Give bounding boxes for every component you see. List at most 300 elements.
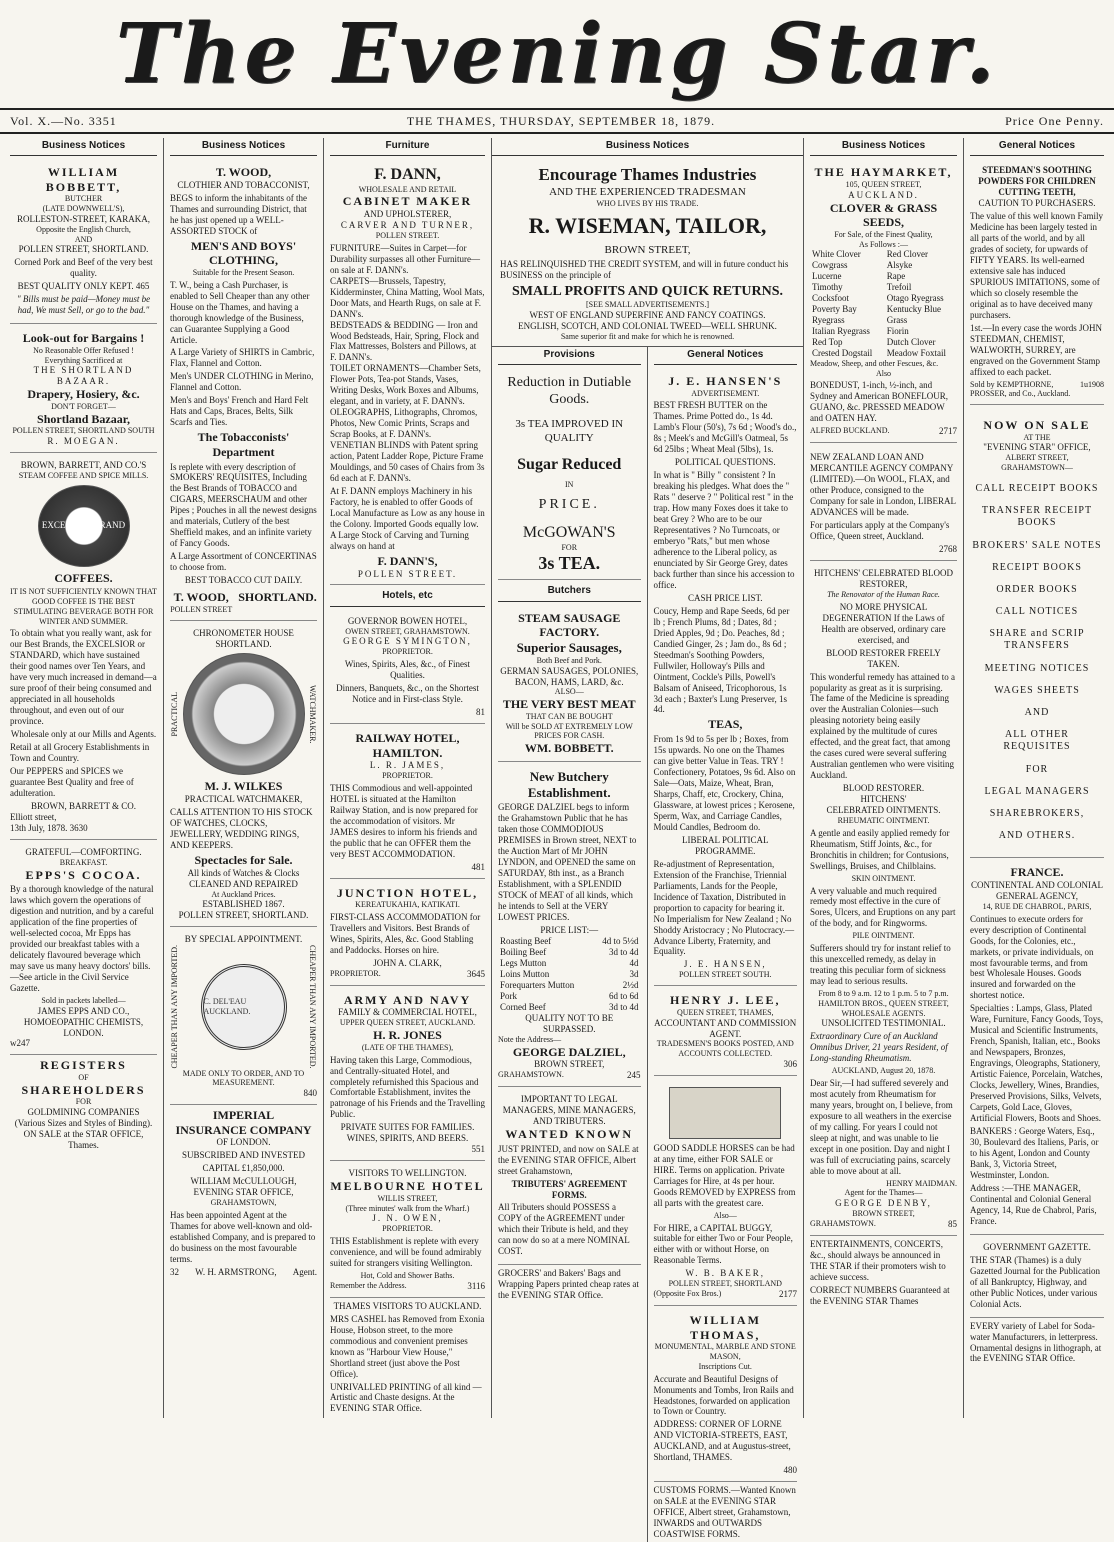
ad-text: Agent for the Thames— [844, 1188, 923, 1198]
sale-item: SHARE and SCRIP TRANSFERS [989, 628, 1085, 652]
column-header: General Notices [654, 347, 798, 365]
bobbett-ad [10, 161, 157, 324]
ad-text: Extraordinary Cure of an Auckland Omnibus Driver, 21 years Resident, of Long-standing Rheumatism. [810, 1031, 948, 1064]
ad-text: POLLEN STREET, SHORTLAND. [178, 910, 309, 921]
ad-text: AT THE [1023, 432, 1051, 442]
ad-text: FAMILY & COMMERCIAL HOTEL, [338, 1007, 477, 1018]
ad-text: POLLEN STREET, SHORTLAND [668, 1279, 782, 1289]
ad-title: WILLIAM THOMAS, [689, 1313, 761, 1342]
ad-text: CLEANED AND REPAIRED [189, 878, 298, 889]
price-value: 3d [629, 968, 639, 979]
price-row [498, 1002, 641, 1013]
ad-text: W. B. BAKER, [685, 1268, 765, 1279]
ad-text: NO MORE PHYSICAL DEGENERATION If the Laws of Health are observed, ordinary care exercised, and [821, 601, 946, 645]
ad-text: Both Beef and Pork. [536, 655, 602, 665]
ad-text: Is replete with every description of SMOKERS' REQUISITES, Including the Best Brands of TOBACCO and CIGARS, MEERSCHAUM and other Pipes ; Pouches in all the newest designs and materials, Cutlery of the best Sheffield makes, and an infinite variety of Fancy Goods. [170, 461, 317, 549]
newspaper-title: The Evening Star. [115, 6, 999, 102]
ad-text: Drapery, Hosiery, &c. [27, 387, 140, 402]
ad-title: FRANCE. [1010, 865, 1064, 880]
henry-lee-ad [654, 989, 798, 1076]
registers-ad [10, 1058, 157, 1151]
ad-text: (LATE OF THE THAMES), [361, 1042, 454, 1052]
wilkes-ad [170, 624, 317, 928]
ad-text: J. N. OWEN, [372, 1213, 443, 1224]
ad-text: ROLLESTON-STREET, KARAKA, [17, 213, 150, 224]
ad-text: PRICES FOR CASH. [534, 731, 605, 741]
seed-name: Italian Ryegrass [812, 326, 870, 337]
ad-text: Men's UNDER CLOTHING in Merino, Flannel and Cotton. [170, 371, 314, 393]
ad-text: A gentle and easily applied remedy for Rheumatism, Stiff Joints, &c., for Bronchitis in children; for Contusions, Swellings, Bruises, and Chilblains. [810, 827, 950, 871]
price-table [498, 936, 641, 1013]
ad-text: JUST PRINTED, and now on SALE at the EVENING STAR OFFICE, Albert street Grahamstown, [498, 1143, 639, 1176]
ad-text: INSURANCE COMPANY [175, 1122, 312, 1137]
ad-text: ENGLISH, SCOTCH, AND COLONIAL TWEED—WELL SHRUNK. [518, 321, 777, 332]
ad-text: IN [565, 480, 574, 490]
ad-text: FURNITURE—Suites in Carpet—for Durability surpasses all other Furniture—on sale at F. DANN's. CARPETS—Brussels, Tapestry, Kidderminster, China Matting, Wool Mats, Door Mats, and Hearth Rugs, on sale at F. DANN's. BEDSTEADS & BEDDING — Iron and Wood Bedsteads, Hair, Spring, Flock and Flax Mattresses, Bolsters and Pillows, at F. DANN's. TOILET ORNAMENTS—Chamber Sets, Flower Pots, Tea-pot Stands, Vases, Writing Desks, Work Boxes and Albums, elegant, and in variety, at F. DANN's. OLEOGRAPHS, Lithographs, Chromos, Photos, New Comic Prints, Scraps and Scrap Books, at F. DANN's. VENETIAN BLINDS with Patent spring action, Patent Ladder Rope, Picture Frame Mouldings, and 50 cases of Chairs from 3s 6d each at F. DANN's. [330, 242, 485, 484]
junction-hotel-ad [330, 882, 485, 986]
seed-row [810, 337, 957, 348]
ad-title: HENRY J. LEE, [670, 993, 781, 1008]
ad-text: AUCKLAND, August 20, 1878. [831, 1066, 936, 1076]
hitchens-ad [810, 564, 957, 1236]
ad-text: ADDRESS: CORNER OF LORNE AND VICTORIA-STREETS, EAST, AUCKLAND, and at Augustus-street, Shortland, THAMES. [653, 1419, 791, 1463]
price: Price One Penny. [1005, 113, 1104, 128]
france-agency-ad [970, 861, 1104, 1234]
ad-text: THIS Commodious and well-appointed HOTEL is situated at the Hamilton Railway Station, and is now prepared for the accommodation of visitors. Mr JAMES desires to inform his friends and the public that he can OFFER them the very BEST ACCOMMODATION. [330, 782, 478, 859]
ad-text: THE STAR (Thames) is a duly Gazetted Journal for the Publication of all Bankruptcy, Highway, and other Public Notices, under various Colonial Acts. [970, 1254, 1100, 1309]
epps-cocoa-ad [10, 843, 157, 1056]
price-item: Corned Beef [500, 1001, 546, 1012]
column-header: Hotels, etc [330, 588, 485, 606]
ad-text: 105, QUEEN STREET, [845, 179, 922, 189]
ad-text: BEGS to inform the inhabitants of the Thames and surrounding District, that he has just opened up a WELL-ASSORTED STOCK of [170, 192, 307, 236]
ad-text: F. DANN'S, [377, 553, 438, 568]
ad-text: Everything Sacrificed at [44, 355, 123, 365]
ad-text: Remember the Address. [330, 1280, 407, 1290]
ad-text: T. WOOD, [173, 590, 229, 605]
ad-text: Sold by KEMPTHORNE, PROSSER, and Co., Auckland. [970, 379, 1071, 399]
ad-title: STEEDMAN'S SOOTHING POWDERS FOR CHILDREN CUTTING TEETH, [978, 165, 1096, 198]
ad-number: w247 [10, 1038, 30, 1049]
correct-numbers-ad: CORRECT NUMBERS Guaranteed at the EVENING STAR Thames [810, 1284, 950, 1306]
column-header: Business Notices [492, 138, 803, 156]
column-6 [964, 138, 1110, 1418]
haymarket-ad [810, 161, 957, 443]
ad-text: Inscriptions Cut. [698, 1361, 752, 1371]
ad-title: T. WOOD, [215, 165, 272, 180]
sale-item: BROKERS' SALE NOTES [972, 539, 1102, 551]
ad-text: HITCHENS' [860, 794, 907, 805]
ad-text: GRAHAMSTOWN, [210, 1198, 277, 1208]
column-header: Business Notices [810, 138, 957, 156]
sale-item: ORDER BOOKS [996, 583, 1078, 595]
ad-text: WILLIS STREET, [377, 1193, 438, 1203]
ad-text: GEORGE DENBY, [835, 1198, 932, 1209]
ad-text: The Renovator of the Human Race. [827, 589, 940, 599]
seed-name: White Clover [812, 249, 861, 260]
ad-text: QUEEN STREET, THAMES, [676, 1007, 774, 1017]
ad-title: Reduction in Dutiable [507, 374, 632, 390]
ad-text: J. E. HANSEN, [683, 959, 767, 970]
ad-text: 3s TEA. [538, 552, 601, 573]
sale-item: LEGAL MANAGERS [984, 785, 1090, 797]
ad-text: The Tobacconists' Department [197, 430, 290, 459]
ad-text: Opposite the English Church, [36, 224, 131, 234]
army-navy-ad [330, 989, 485, 1161]
sale-item: SHAREBROKERS, [989, 807, 1085, 819]
ad-title: IMPERIAL [212, 1108, 275, 1123]
ad-text: SHORTLAND. [215, 638, 272, 649]
ad-title: MELBOURNE HOTEL [330, 1179, 485, 1194]
dann-ad [330, 161, 485, 585]
ad-text: Wholesale only at our Mills and Agents. [10, 729, 157, 740]
seed-name: Poverty Bay Ryegrass [812, 304, 857, 326]
ad-text: BEST FRESH BUTTER on the Thames. Prime Potted do., 1s 4d. Lamb's Flour (50's), 7s 6d ; Wood's do., 8s ; Meek's and McGill's Oatmeal, 5s 6d 25lbs ; Wheat Meal (5lbs), 1s. [653, 400, 797, 455]
ad-text: BREAKFAST. [59, 857, 108, 867]
ad-text: POLLEN STREET. [357, 568, 458, 579]
ad-text: CELEBRATED OINTMENTS. [826, 805, 941, 816]
ad-text: JAMES EPPS AND CO., HOMOEOPATHIC CHEMISTS, LONDON. [23, 1005, 144, 1038]
columns [4, 138, 1110, 1540]
ad-title: HITCHENS' CELEBRATED BLOOD RESTORER, [813, 568, 954, 589]
column-header: Butchers [498, 583, 641, 601]
seed-name: Red Top [812, 337, 843, 348]
column-3 [324, 138, 492, 1418]
customs-forms-ad: CUSTOMS FORMS.—Wanted Known on SALE at the EVENING STAR OFFICE, Albert street, Grahamstown, INWARDS and OUTWARDS COASTWISE FORMS. [653, 1485, 796, 1540]
ad-text: SMALL PROFITS AND QUICK RETURNS. [511, 284, 784, 300]
ad-text: THE SHORTLAND BAZAAR. [33, 365, 134, 387]
ad-text: BROWN STREET, [852, 1209, 915, 1219]
seed-name: Red Clover [886, 249, 928, 260]
ad-text: A very valuable and much required remedy most effective in the cure of Sores, Ulcers, and Eruptions on any part of the body, and for Ringworms. [810, 885, 956, 929]
ad-text: R. MOEGAN. [47, 436, 120, 447]
ad-text: KEREATUKAHIA, KATIKATI. [355, 900, 460, 910]
thomas-mason-ad [654, 1309, 798, 1482]
ad-text: WM. BOBBETT. [524, 741, 614, 756]
ad-text: BUTCHER [64, 194, 103, 204]
wiseman-tailor-ad [492, 161, 803, 347]
ad-text: AND UPHOLSTERER, [363, 209, 452, 220]
column-4-subcolumns [492, 347, 803, 1542]
ad-text: TEAS, [708, 717, 743, 732]
volume-number: Vol. X.—No. 3351 [10, 113, 117, 128]
ad-text: AUCKLAND. [848, 189, 919, 200]
ad-number: 480 [783, 1465, 797, 1476]
ad-text: HAMILTON BROS., QUEEN STREET, WHOLESALE AGENTS. [818, 998, 949, 1018]
ad-text: WHOLESALE AND RETAIL [358, 184, 457, 194]
ad-text: AND [74, 234, 93, 244]
seed-row [810, 260, 957, 271]
price-item: Legs Mutton [500, 958, 547, 968]
seed-name: Fiorin [886, 326, 909, 337]
seed-name: Trefoil [886, 282, 912, 293]
ad-text: No Reasonable Offer Refused ! [33, 345, 134, 355]
seed-row [810, 293, 957, 304]
ad-text: WEST OF ENGLAND SUPERFINE AND FANCY COATINGS. [529, 310, 766, 321]
ad-text: Superior Sausages, [516, 639, 622, 655]
ad-text: GRAHAMSTOWN. [498, 1070, 564, 1080]
ad-text: T. W., being a Cash Purchaser, is enabled to Sell Cheaper than any other House on the Thames, and having a thorough knowledge of the Business, can Guarantee Supplying a Good Article. [170, 279, 310, 345]
ad-text: (LATE DOWNWELL'S), [42, 204, 125, 214]
ad-number: 2177 [779, 1289, 797, 1300]
wood-logo [170, 590, 317, 614]
price-value: 2½d [622, 979, 639, 990]
provisions-butchers-column [492, 347, 648, 1542]
ad-text: GRAHAMSTOWN. [810, 1218, 876, 1228]
ad-text: TRADESMEN'S BOOKS POSTED, AND ACCOUNTS COLLECTED. [656, 1039, 794, 1059]
ad-text: 3s TEA IMPROVED IN QUALITY [515, 418, 624, 444]
ad-number: 85 [948, 1218, 957, 1229]
melbourne-hotel-ad [330, 1164, 485, 1297]
price-value: 3d to 4d [608, 947, 639, 958]
ad-text: Shortland Bazaar, [37, 411, 130, 426]
baker-ad [654, 1079, 798, 1306]
price-row [498, 969, 641, 980]
thames-visitors-ad [330, 1301, 485, 1415]
ad-title: ARMY AND NAVY [343, 992, 472, 1007]
ad-text: SKIN OINTMENT. [851, 873, 916, 883]
ad-text: Agent. [292, 1266, 317, 1277]
ad-text: (Opposite Fox Bros.) [653, 1289, 722, 1299]
ad-title: Look-out for Bargains ! [22, 331, 145, 346]
ad-text: Address :—THE MANAGER, Continental and Colonial General Agency, 14, Rue de Chabrol, Paris, France. [970, 1182, 1097, 1226]
ad-text: FOR [561, 542, 578, 552]
ad-text: "EVENING STAR" OFFICE, [983, 442, 1091, 453]
ad-text: " Bills must be paid—Money must be had, We must Sell, or go to the bad." [16, 294, 151, 316]
ad-text: 13th July, 1878. [10, 822, 68, 833]
ad-text: Men's and Boys' French and Hard Felt Hats and Caps, Braces, Belts, Silk Scarfs and Ties. [170, 395, 309, 428]
seed-name: Kentucky Blue Grass [886, 304, 941, 326]
ad-text: FIRST-CLASS ACCOMMODATION for Travellers and Visitors. Best Brands of Wines, Spirits, Ales, &c. Good Stabling and Paddocks. Horses on hire. [330, 912, 481, 955]
seal-text: C. DEL'EAU AUCKLAND. [203, 997, 251, 1016]
ad-text: IT IS NOT SUFFICIENTLY KNOWN THAT GOOD COFFEE IS THE BEST STIMULATING BEVERAGE BOTH FOR WINTER AND SUMMER. [10, 587, 157, 626]
price-row [498, 991, 641, 1002]
sale-items-list [970, 483, 1104, 842]
price-row [498, 947, 641, 958]
ad-text: CLOTHIER AND TOBACCONIST, [177, 179, 310, 190]
ad-text: ADVERTISEMENT. [691, 388, 760, 398]
ad-text: For HIRE, a CAPITAL BUGGY, suitable for either Two or Four People, either with or without Horse, on Reasonable Terms. [653, 1222, 793, 1266]
sale-item: RECEIPT BOOKS [992, 561, 1082, 573]
ad-text: For particulars apply at the Company's Office, Queen street, Auckland. [810, 520, 950, 542]
price-row [498, 936, 641, 947]
seed-name: Timothy [812, 282, 843, 293]
ad-text: Specialties : Lamps, Glass, Plated Ware, Furniture, Fancy Goods, Toys, Musical and Scientific Instruments, French, Spanish, Italian, etc., Books and Newspapers, Bronzes, Engravings, Oleographs, Stationery, Artistic Faience, Porcelain, Watches, Clocks, Jewellery, Wines, Brandies, Preserved Provisions, Silks, Velvets, Carpets, Gold Lace, Gloves, Artificial Flowers, Boots and Shoes. [970, 1003, 1103, 1124]
ad-number: 32 [170, 1266, 179, 1277]
ad-text: To obtain what you really want, ask for our Best Brands, the EXCELSIOR or STANDARD, which have sustained their good names over Ten Years, and have very much increased in demand—a sure proof of their being consumed and appreciated in all households throughout, and even out of our province. [10, 628, 157, 727]
ad-text: POLLEN STREET, SHORTLAND. [18, 244, 149, 255]
ad-text: BEST QUALITY ONLY KEPT. [17, 281, 134, 292]
ad-text: THE VERY BEST MEAT [502, 697, 636, 712]
ad-text: Goods. [549, 392, 590, 408]
ad-text: CARVER AND TURNER, [340, 220, 475, 231]
column-header: General Notices [970, 138, 1104, 156]
ad-text: HENRY MAIDMAN. [886, 1178, 957, 1188]
ad-text: GEORGE SYMINGTON, [343, 636, 472, 647]
ad-number: 2768 [939, 544, 957, 555]
general-notices-column [648, 347, 804, 1542]
ad-text: Will be SOLD AT EXTREMELY LOW [505, 721, 633, 731]
ad-text: H. R. JONES [373, 1028, 442, 1043]
ad-text: (Three minutes' walk from the Wharf.) [345, 1203, 470, 1213]
ad-text: POLLEN STREET [170, 604, 233, 614]
special-appointment-ad [170, 930, 317, 1105]
ad-text: ALSO— [554, 687, 584, 697]
ad-title: RAILWAY HOTEL, HAMILTON. [355, 730, 460, 760]
ad-text: All kinds of Watches & Clocks [187, 867, 300, 878]
tributers-forms-ad [498, 1090, 641, 1265]
ad-text: UNSOLICITED TESTIMONIAL. [821, 1018, 946, 1029]
railway-hotel-ad [330, 727, 485, 879]
ad-text: Dinners, Banquets, &c., on the Shortest Notice and in First-class Style. [336, 683, 479, 705]
ad-text: CLOVER & GRASS SEEDS, [829, 200, 938, 230]
column-header: Business Notices [170, 138, 317, 156]
ad-text: 14, RUE DE CHABROL, PARIS, [982, 901, 1092, 911]
seed-name: Alsyke [886, 260, 913, 271]
seed-row [810, 304, 957, 326]
ad-text: CAUTION TO PURCHASERS. [978, 198, 1096, 209]
ad-text: DON'T FORGET— [51, 401, 116, 411]
sale-item: WAGES SHEETS [994, 684, 1080, 696]
ad-text: SUBSCRIBED AND INVESTED [181, 1150, 305, 1161]
ad-text: TRIBUTERS' AGREEMENT FORMS. [511, 1178, 627, 1200]
ad-text: PILE OINTMENT. [852, 931, 915, 941]
ad-title: THAMES VISITORS TO AUCKLAND. [333, 1300, 482, 1311]
seal-illustration [201, 964, 287, 1050]
ad-text: Sold in packets labelled— [41, 995, 126, 1005]
imperial-insurance-ad [170, 1108, 317, 1278]
ad-text: R. WISEMAN, TAILOR, [528, 213, 767, 239]
ad-text: STEAM COFFEE AND SPICE MILLS. [18, 470, 149, 480]
seed-name: Crested Dogstail [812, 348, 873, 358]
ad-number: 306 [783, 1058, 797, 1069]
ad-text: From 1s 9d to 5s per lb ; Boxes, from 15s upwards. No one on the Thames can give better Value in Teas. TRY ! Confectionery, Potatoes, 9s 6d. Also on Sale—Oats, Maize, Wheat, Bran, Sharps, Chaff, etc, Crockery, China, Glassware, at lowest prices ; Kerosene, Sperm, Wax, and Carriage Candles, Mould Candles, Bedroom do. [653, 734, 796, 832]
ad-text: THAT CAN BE BOUGHT [525, 711, 613, 721]
ad-title: REGISTERS [40, 1058, 127, 1073]
ad-text: Re-adjustment of Representation, Extension of the Franchise, Triennial Parliaments, Lands for the People, Incidence of Taxation, Distributed in proportion to capacity for bearing it. No Imperialism for New Zealand ; No Shoddy Aristocracy ; No Plutocracy.—Advance Liberty, Fraternity, and Equality. [653, 858, 795, 957]
ad-text: Hot, Cold and Shower Baths. [360, 1271, 455, 1281]
seed-row [810, 271, 957, 282]
ad-text: As Follows :— [859, 239, 908, 249]
column-4 [492, 138, 804, 1540]
seed-name: Meadow Foxtail [886, 348, 946, 358]
ad-text: JOHN A. CLARK, [373, 957, 442, 968]
ad-text: GERMAN SAUSAGES, POLONIES, [500, 665, 639, 676]
ad-text: COFFEES. [54, 570, 113, 585]
ad-text: ALBERT STREET, [1005, 453, 1069, 463]
ad-text: Has been appointed Agent at the Thames for above well-known and old-established Company, and is prepared to do business on the most favourable terms. [170, 1210, 316, 1264]
ad-text: BACON, HAMS, LARD, &c. [514, 676, 624, 687]
price-value: 4d to 5½d [602, 936, 639, 947]
ad-text: All Tributers should POSSESS a COPY of the AGREEMENT under which their Tribute is held, and they can now do so at a mere NOMINAL COST. [498, 1202, 630, 1257]
ad-text: CAPITAL £1,850,000. [202, 1163, 285, 1174]
ad-text: Coucy, Hemp and Rape Seeds, 6d per lb ; French Plums, 8d ; Dates, 8d ; Dried Apples, 9d ; Do. Peaches, 8d ; Candied Ginger, 2s ; Jam do., 8s 6d ; Steedman's Soothing Powders, Fullwiler, Holloway's Pills and Ointment, Cockle's Pills, Powell's Balsam of Aniseed, Tricophorous, 1s 3d each ; Baxter's Lung Preserver, 1s 4d. [653, 605, 790, 715]
ad-text: PRACTICAL WATCHMAKER, [184, 794, 303, 805]
ad-text: BLOOD RESTORER FREELY TAKEN. [826, 647, 941, 669]
ad-title: WANTED KNOWN [505, 1127, 634, 1141]
ad-text: ESTABLISHED 1867. [202, 899, 285, 910]
ad-text: GEORGE DALZIEL begs to inform the Grahamstown Public that he has taken those COMMODIOUS PREMISES in Brown street, NEXT to the Auction Mart of Mr JOHN LYNDON, and OPENED the same on SATURDAY, 8th inst., as a Branch Establishment, with a SPLENDID STOCK of MEAT of all kinds, which he intends to Sell at the VERY LOWEST PRICES. [498, 802, 637, 923]
ad-text: PRICE LIST:— [540, 925, 599, 936]
ad-text: Also [875, 368, 892, 378]
evening-star-sale-ad [970, 408, 1104, 858]
ad-text: Note the Address— [498, 1034, 562, 1044]
ad-text: Spectacles for Sale. [194, 852, 293, 867]
seed-name: Cocksfoot [812, 293, 849, 304]
ad-text: Meadow, Sheep, and other Fescues, &c. [810, 358, 939, 368]
ad-text: ACCOUNTANT AND COMMISSION AGENT. [654, 1017, 797, 1039]
ad-number: 465 [135, 281, 150, 292]
ad-title: J. E. HANSEN'S [668, 373, 783, 388]
excelsior-brand-logo [38, 485, 130, 567]
ad-title: THE HAYMARKET, [814, 165, 953, 180]
seed-name: Otago Ryegrass [886, 293, 944, 304]
ad-text: Accurate and Beautiful Designs of Monuments and Tombs, Iron Rails and Headstones, forwarded on application to Town or Country. [653, 1373, 794, 1417]
ad-text: From 8 to 9 a.m. 12 to 1 p.m. 5 to 7 p.m. [818, 989, 949, 998]
ad-text: PRICE. [538, 497, 600, 513]
ad-text: GRATEFUL—COMFORTING. [25, 846, 142, 857]
ad-text: [SEE SMALL ADVERTISEMENTS.] [586, 300, 709, 310]
sale-item: FOR [1025, 763, 1049, 775]
ad-text: GEORGE DALZIEL, [512, 1044, 626, 1059]
seed-row [810, 348, 957, 359]
ad-number: 481 [471, 861, 485, 872]
sale-item: AND [1024, 707, 1050, 718]
price-item: Boiling Beef [500, 947, 547, 958]
issue-date: THE THAMES, THURSDAY, SEPTEMBER 18, 1879. [406, 113, 716, 128]
ad-title: F. DANN, [374, 166, 441, 184]
ad-text: (Various Sizes and Styles of Binding). [14, 1118, 153, 1129]
ad-text: PROPRIETOR. [382, 771, 433, 781]
ad-text: Corned Pork and Beef of the very best quality. [14, 257, 153, 279]
ad-text: OF LONDON. [216, 1137, 271, 1148]
ad-text: BEST TOBACCO CUT DAILY. [184, 575, 303, 586]
ad-title: BROWN, BARRETT, AND CO.'S [20, 460, 147, 470]
government-gazette-ad [970, 1238, 1104, 1318]
column-2 [164, 138, 324, 1418]
ad-text: Our PEPPERS and SPICES we guarantee Best Quality and free of adulteration. [10, 765, 134, 798]
ad-number: 2717 [939, 426, 957, 437]
column-header: Business Notices [10, 138, 157, 156]
ad-text: GOLDMINING COMPANIES [27, 1107, 140, 1118]
ad-text: Continues to execute orders for every description of Continental Goods, for the Colonies, etc., markets, or private individuals, on most favourable terms, and from best Wholesale Houses. Goods insured and forwarded on the shortest notice. [970, 913, 1094, 1001]
ad-title: JUNCTION HOTEL, [336, 885, 479, 900]
wood-ad [170, 161, 317, 620]
ad-text: This wonderful remedy has attained to a popularity as great as it is surprising. The fame of the Medicine is spreading over the Australian Colonies—such pleasing notoriety being easily explained by the multitude of cures effected, and the great fact, that among the cases cured were several suffering Australian gentlemen who were visiting Auckland. [810, 671, 955, 781]
ad-text: ON SALE at the STAR OFFICE, Thames. [23, 1129, 144, 1151]
ad-text: Dear Sir,—I had suffered severely and most acutely from Rheumatism for many years, brought on, I believe, from exposure to all weathers in the exercise of my calling. For years I could not sleep at night, and was unable to lie except in one position. Day and night I was full of excruciating pains, scarcely able to move about at all. [810, 1077, 953, 1176]
ad-text: Elliott street, [10, 811, 57, 822]
ad-text: MEN'S AND BOYS' CLOTHING, [190, 238, 297, 268]
ad-text: HAS RELINQUISHED THE CREDIT SYSTEM, and will in future conduct his BUSINESS on the principle of [500, 259, 789, 281]
governor-bowen-ad [330, 612, 485, 724]
ad-number: 245 [627, 1070, 641, 1081]
ad-text: BONEDUST, 1-inch, ½-inch, and Sydney and American BONEFLOUR, GUANO, &c. PRESSED MEADOW and OATEN HAY. [810, 380, 948, 424]
ad-text: SHORTLAND. [238, 590, 317, 605]
ad-text: PRIVATE SUITES FOR FAMILIES. [340, 1122, 475, 1133]
mcgowan-ad [498, 370, 641, 581]
seed-row [810, 282, 957, 293]
dateline [0, 108, 1114, 134]
column-header: Provisions [498, 347, 641, 365]
ad-text: Sufferers should try for instant relief to this unexcelled remedy, as delay in treating this peculiar form of sickness may lead to serious results. [810, 943, 951, 987]
ad-title: GOVERNOR BOWEN HOTEL, [347, 615, 468, 626]
price-value: 6d to 6d [608, 990, 639, 1001]
ad-text: 1st.—In every case the words JOHN STEEDMAN, CHEMIST, WALWORTH, SURREY, are engraved on the Government Stamp affixed to each packet. [970, 322, 1102, 377]
ad-text: Also— [713, 1210, 737, 1220]
ad-text: BLOOD RESTORER. [842, 783, 925, 794]
ad-number: 3645 [467, 968, 485, 979]
